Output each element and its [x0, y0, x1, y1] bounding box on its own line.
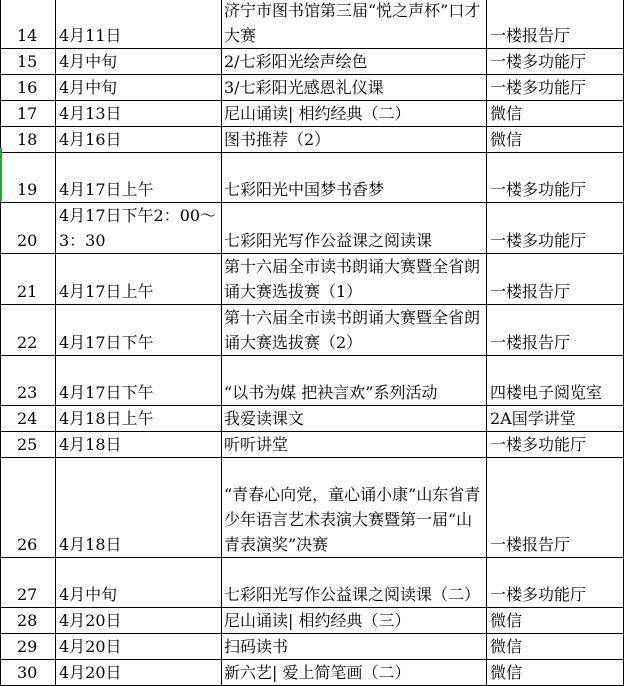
venue-cell[interactable]: 微信 [487, 608, 624, 634]
event-cell[interactable]: 听听讲堂 [222, 432, 487, 458]
event-cell[interactable]: “青春心向党，童心诵小康”山东省青少年语言艺术表演大赛暨第一届“山青表演奖”决赛 [222, 458, 487, 558]
table-row[interactable] [1, 458, 624, 558]
event-cell[interactable]: 2/七彩阳光绘声绘色 [222, 49, 487, 75]
event-cell[interactable]: 七彩阳光中国梦书香梦 [222, 153, 487, 203]
table-row[interactable] [1, 634, 624, 660]
event-cell[interactable]: 第十六届全市读书朗诵大赛暨全省朗诵大赛选拔赛（2） [222, 305, 487, 356]
table-row[interactable] [1, 203, 624, 254]
date-cell[interactable]: 4月16日 [56, 127, 222, 153]
date-cell[interactable]: 4月18日 [56, 432, 222, 458]
row-number-cell[interactable]: 14 [1, 0, 56, 49]
date-cell[interactable]: 4月17日上午 [56, 153, 222, 203]
row-number-cell[interactable]: 24 [1, 406, 56, 432]
date-cell[interactable]: 4月13日 [56, 101, 222, 127]
date-cell[interactable]: 4月中旬 [56, 558, 222, 608]
row-number-cell[interactable]: 30 [1, 660, 56, 686]
date-cell[interactable]: 4月18日 [56, 458, 222, 558]
table-row[interactable] [1, 254, 624, 305]
event-cell[interactable]: 尼山诵读| 相约经典（三） [222, 608, 487, 634]
venue-cell[interactable]: 2A国学讲堂 [487, 406, 624, 432]
event-cell[interactable]: 济宁市图书馆第三届“悦之声杯”口才大赛 [222, 0, 487, 49]
date-cell[interactable]: 4月20日 [56, 634, 222, 660]
table-row[interactable] [1, 101, 624, 127]
venue-cell[interactable]: 一楼多功能厅 [487, 49, 624, 75]
event-cell[interactable]: 图书推荐（2） [222, 127, 487, 153]
table-row[interactable] [1, 153, 624, 203]
row-number-cell[interactable]: 21 [1, 254, 56, 305]
date-cell[interactable]: 4月17日上午 [56, 254, 222, 305]
table-row[interactable] [1, 356, 624, 406]
event-cell[interactable]: “以书为媒 把袂言欢”系列活动 [222, 356, 487, 406]
venue-cell[interactable]: 一楼多功能厅 [487, 558, 624, 608]
venue-cell[interactable]: 微信 [487, 660, 624, 686]
date-cell[interactable]: 4月20日 [56, 660, 222, 686]
event-cell[interactable]: 我爱读课文 [222, 406, 487, 432]
venue-cell[interactable]: 一楼报告厅 [487, 0, 624, 49]
table-row[interactable] [1, 558, 624, 608]
row-number-cell[interactable]: 26 [1, 458, 56, 558]
row-number-cell[interactable]: 20 [1, 203, 56, 254]
row-number-cell[interactable]: 23 [1, 356, 56, 406]
event-cell[interactable]: 七彩阳光写作公益课之阅读课（二） [222, 558, 487, 608]
row-number-cell[interactable]: 15 [1, 49, 56, 75]
row-number-cell[interactable]: 16 [1, 75, 56, 101]
venue-cell[interactable]: 一楼报告厅 [487, 305, 624, 356]
date-cell[interactable]: 4月17日下午 [56, 356, 222, 406]
date-cell[interactable]: 4月中旬 [56, 75, 222, 101]
row-number-cell[interactable]: 18 [1, 127, 56, 153]
table-row[interactable] [1, 127, 624, 153]
row-number-cell[interactable]: 25 [1, 432, 56, 458]
venue-cell[interactable]: 一楼多功能厅 [487, 432, 624, 458]
row-number-cell[interactable]: 27 [1, 558, 56, 608]
venue-cell[interactable]: 四楼电子阅览室 [487, 356, 624, 406]
table-row[interactable] [1, 660, 624, 686]
event-cell[interactable]: 扫码读书 [222, 634, 487, 660]
table-row[interactable] [1, 608, 624, 634]
row-number-cell[interactable]: 17 [1, 101, 56, 127]
venue-cell[interactable]: 微信 [487, 127, 624, 153]
event-cell[interactable]: 新六艺| 爱上简笔画（二） [222, 660, 487, 686]
venue-cell[interactable]: 微信 [487, 101, 624, 127]
date-cell[interactable]: 4月17日下午 [56, 305, 222, 356]
event-cell[interactable]: 七彩阳光写作公益课之阅读课 [222, 203, 487, 254]
venue-cell[interactable]: 一楼多功能厅 [487, 75, 624, 101]
table-row[interactable] [1, 0, 624, 49]
row-number-cell[interactable]: 22 [1, 305, 56, 356]
table-row[interactable] [1, 305, 624, 356]
table-body [1, 0, 624, 686]
event-cell[interactable]: 尼山诵读| 相约经典（二） [222, 101, 487, 127]
date-cell[interactable]: 4月中旬 [56, 49, 222, 75]
table-row[interactable] [1, 75, 624, 101]
date-cell[interactable]: 4月20日 [56, 608, 222, 634]
row-number-cell[interactable]: 28 [1, 608, 56, 634]
table-row[interactable] [1, 49, 624, 75]
table-row[interactable] [1, 432, 624, 458]
date-cell[interactable]: 4月17日下午2：00～3：30 [56, 203, 222, 254]
event-cell[interactable]: 3/七彩阳光感恩礼仪课 [222, 75, 487, 101]
row-number-cell[interactable]: 19 [1, 153, 56, 203]
event-cell[interactable]: 第十六届全市读书朗诵大赛暨全省朗诵大赛选拔赛（1） [222, 254, 487, 305]
date-cell[interactable]: 4月11日 [56, 0, 222, 49]
row-number-cell[interactable]: 29 [1, 634, 56, 660]
venue-cell[interactable]: 一楼多功能厅 [487, 203, 624, 254]
venue-cell[interactable]: 一楼报告厅 [487, 254, 624, 305]
venue-cell[interactable]: 一楼多功能厅 [487, 153, 624, 203]
venue-cell[interactable]: 一楼报告厅 [487, 458, 624, 558]
venue-cell[interactable]: 微信 [487, 634, 624, 660]
date-cell[interactable]: 4月18日上午 [56, 406, 222, 432]
selection-marker [0, 148, 2, 201]
table-row[interactable] [1, 406, 624, 432]
